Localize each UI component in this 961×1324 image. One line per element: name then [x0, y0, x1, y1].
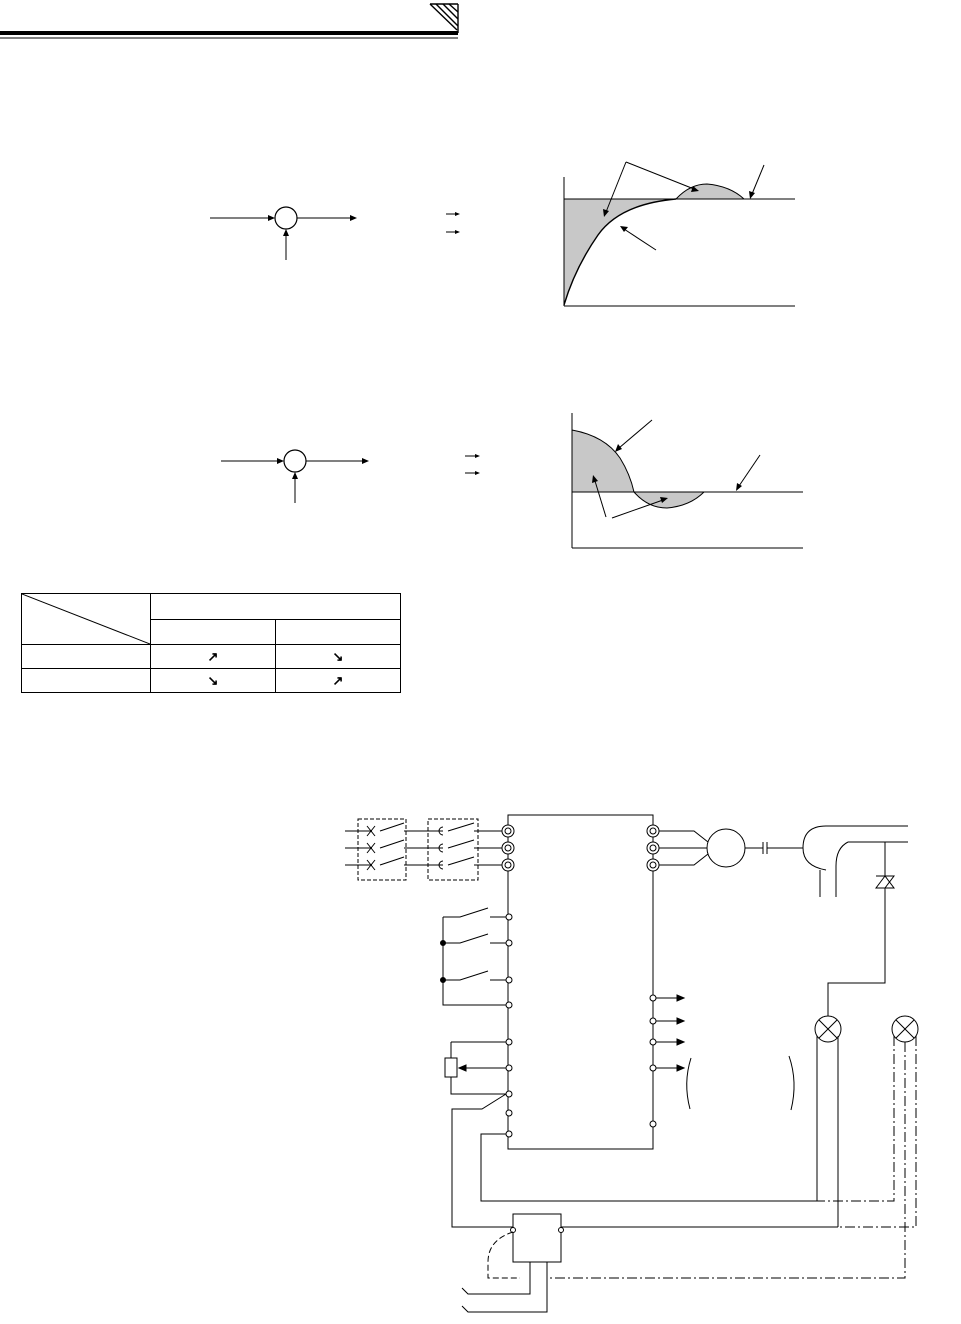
table-header-cell	[151, 594, 401, 620]
breaker-box	[358, 819, 406, 880]
table-row	[22, 645, 401, 669]
block-diagram-2	[221, 450, 480, 503]
up-right-arrow-icon: ↗	[151, 645, 276, 669]
power-supply	[513, 1214, 561, 1262]
right-arrow-icon	[446, 212, 460, 216]
response-graph-2	[572, 413, 803, 548]
table-subheader-cell	[151, 619, 276, 645]
table-corner-cell	[22, 594, 151, 645]
up-right-arrow-icon: ↗	[276, 669, 401, 693]
corner-mark-icon	[430, 4, 458, 33]
motor	[707, 829, 745, 867]
relationship-table	[21, 593, 401, 693]
contactor-box	[428, 819, 478, 880]
right-arrow-icon	[465, 454, 480, 458]
right-arrow-icon	[465, 471, 480, 475]
response-graph-1	[564, 162, 795, 306]
wiring-diagram	[345, 815, 918, 1312]
block-diagram-1	[210, 207, 460, 260]
down-right-arrow-icon: ↘	[151, 669, 276, 693]
table-row-label	[22, 669, 151, 693]
table-row	[22, 669, 401, 693]
down-right-arrow-icon: ↘	[276, 645, 401, 669]
table-subheader-cell	[276, 619, 401, 645]
right-arrow-icon	[446, 230, 460, 234]
table-row-label	[22, 645, 151, 669]
header-rule	[0, 33, 458, 38]
diagonal-divider	[22, 594, 150, 644]
